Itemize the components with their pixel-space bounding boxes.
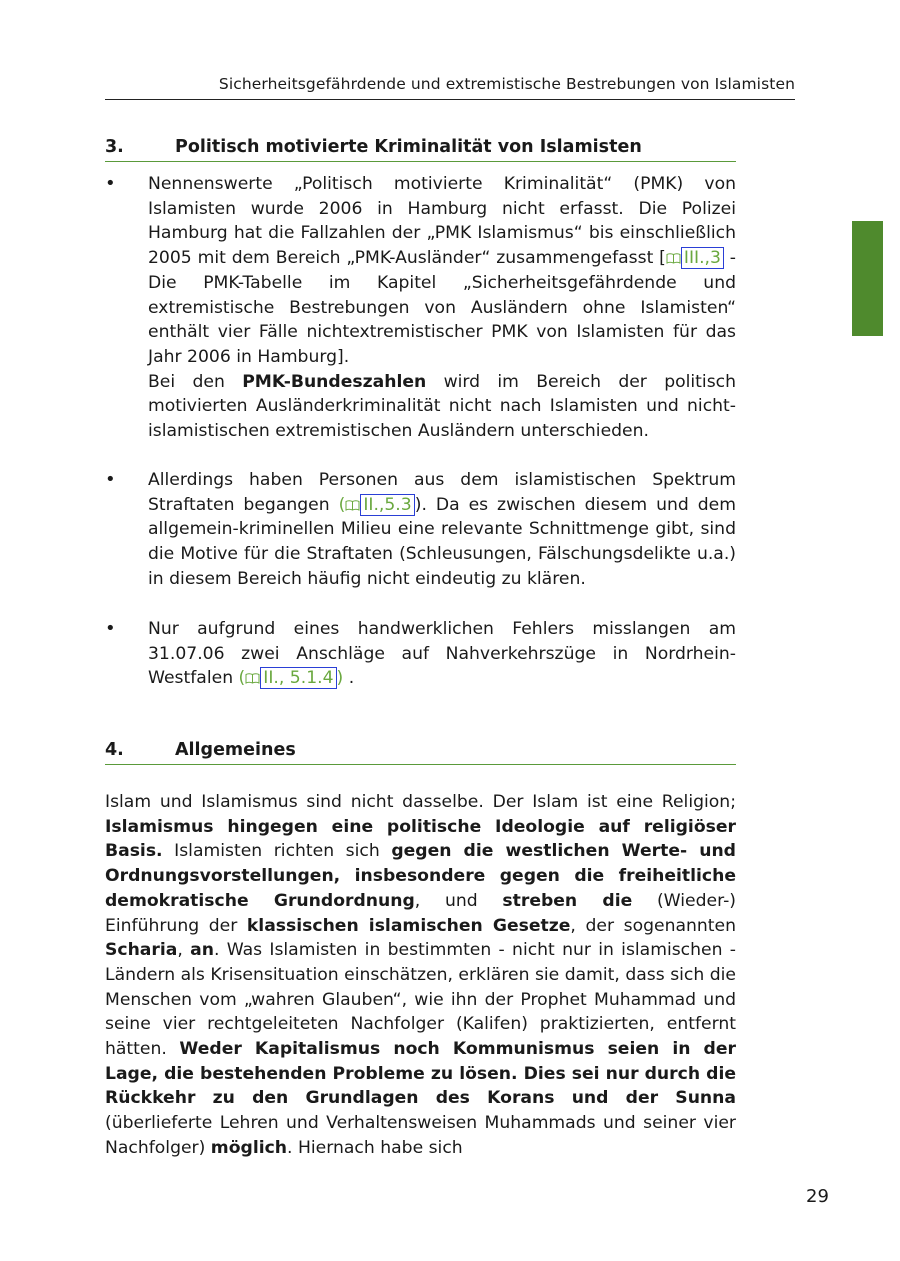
section-number: 3. — [105, 137, 124, 157]
section-4-heading — [105, 740, 736, 765]
running-title: Sicherheitsgefährdende und extremistische Bestrebungen von Islamisten — [218, 75, 795, 93]
page-number: 29 — [806, 1186, 829, 1207]
ref-paren: ( — [338, 494, 346, 515]
body-paragraph: Islam und Islamismus sind nicht dasselbe. Der Islam ist eine Religion; Islamismus hingegen eine politische Ideologie auf religiöser Basis. Islamisten richten sich gegen die westlichen Werte- und Ordnungsvorstellungen, insbesondere gegen die freiheitliche demokratische Grundordnung, und streben die (Wieder-) Einführung der klassischen islamischen Gesetze, der sogenannten Scharia, an. Was Islamisten in bestimmten - nicht nur in islamischen - Ländern als Krisensituation einschätzen, erklären sie damit, dass sich die Menschen vom „wahren Glauben“, wie ihn der Prophet Muhammad und seine vier rechtgeleiteten Nachfolger (Kalifen) praktizierten, entfernt hätten. Weder Kapitalismus noch Kommunismus seien in der Lage, die bestehenden Probleme zu lösen. Dies sei nur durch die Rückkehr zu den Grundlagen des Korans und der Sunna (überlieferte Lehren und Verhaltensweisen Muhammads und seiner vier Nachfolger) möglich. Hiernach habe sich — [105, 792, 736, 1158]
bullet-text: Bei den — [148, 371, 243, 392]
section-3-heading — [105, 137, 736, 162]
bullet-text: wird im Bereich der politisch motivierten Ausländerkriminalität nicht nach Islamisten und nicht-islamistischen extremistischen Ausländern unterschieden. — [148, 371, 736, 442]
bullet-text: Nennenswerte „Politisch motivierte Kriminalität“ (PMK) von Islamisten wurde 2006 in Hamburg nicht erfasst. Die Polizei Hamburg hat die Fallzahlen der „PMK Islamismus“ bis einschließlich 2005 mit dem Bereich „PMK-Ausländer“ zusammengefasst — [148, 174, 736, 269]
bullet-text: - Die PMK-Tabelle im Kapitel „Sicherheitsgefährdende und extremistische Bestrebungen von Ausländern ohne Islamisten“ enthält vier Fälle nichtextremistischer PMK von Islamisten für das Jahr 2006 in Hamburg]. — [148, 248, 737, 367]
bullet-text: . Da es zwischen diesem und dem allgemein-kriminellen Milieu eine relevante Schnittmenge gibt, sind die Motive für die Straftaten (Schleusungen, Fälschungsdelikte u.a.) in diesem Bereich häufig nicht eindeutig zu klären. — [148, 494, 736, 589]
bullet-marker: • — [105, 618, 116, 639]
bullet-text: Allerdings haben Personen aus dem islamistischen Spektrum Straftaten begangen — [148, 470, 736, 515]
book-icon — [666, 248, 681, 268]
cross-reference-link[interactable]: III.,3 — [681, 247, 724, 269]
cross-reference-link[interactable]: II., 5.1.4 — [260, 667, 336, 689]
section-number: 4. — [105, 740, 124, 760]
bold-term: PMK-Bundeszahlen — [242, 371, 427, 392]
section-title: Politisch motivierte Kriminalität von Islamisten — [175, 137, 642, 157]
cross-reference-link[interactable]: II.,5.3 — [360, 494, 414, 516]
ref-bracket: [ — [659, 248, 666, 269]
ref-paren: ) — [414, 494, 422, 515]
bullet-text: Nur aufgrund eines handwerklichen Fehlers misslangen am 31.07.06 zwei Anschläge auf Nahverkehrszüge in Nordrhein-Westfalen — [148, 619, 736, 689]
ref-paren: ) — [336, 668, 344, 689]
bullet-marker: • — [105, 173, 116, 194]
bullet-item-2 — [148, 468, 736, 592]
ref-paren: ( — [238, 668, 246, 689]
bullet-item-3 — [148, 617, 736, 691]
bullet-item-1 — [148, 172, 736, 444]
bullet-text: . — [343, 668, 355, 689]
section-title: Allgemeines — [175, 740, 296, 760]
running-header — [105, 73, 795, 100]
book-icon — [345, 495, 360, 515]
book-icon — [245, 668, 260, 688]
chapter-tab-marker — [852, 221, 883, 336]
bullet-marker: • — [105, 469, 116, 490]
